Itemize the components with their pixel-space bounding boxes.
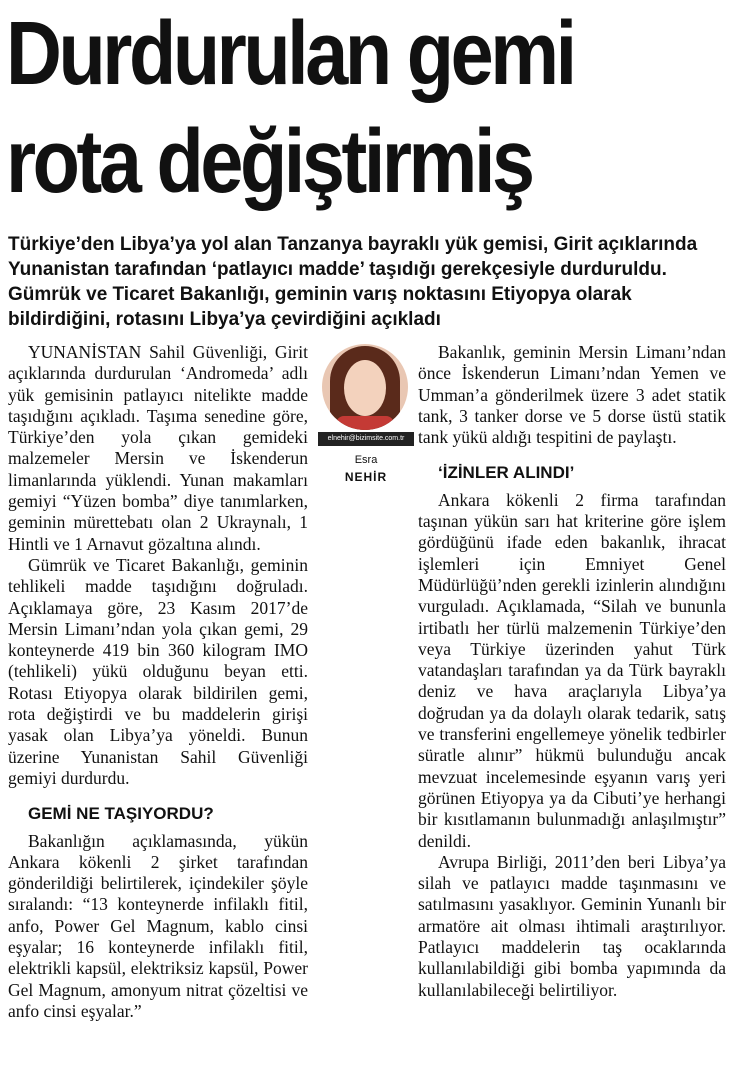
section-subhead: ‘İZİNLER ALINDI’ bbox=[438, 463, 575, 483]
headline-line-2: rota değiştirmiş bbox=[6, 112, 532, 212]
column-right bbox=[418, 342, 726, 1001]
headline-line-1: Durdurulan gemi bbox=[6, 4, 574, 104]
article-paragraph: Bakanlık, geminin Mersin Limanı’ndan önce İskenderun Limanı’ndan Yemen ve Umman’a gönderilmek üzere 3 adet statik tank, 3 tanker dorse ve 5 dorse üstü statik tank yükü aldığı tespitini de paylaştı. bbox=[418, 342, 726, 448]
headline bbox=[6, 0, 629, 216]
author-last-name: NEHİR bbox=[344, 470, 388, 484]
author-photo bbox=[322, 344, 408, 430]
section-subhead: GEMİ NE TAŞIYORDU? bbox=[28, 804, 214, 824]
author-box bbox=[318, 340, 414, 510]
article-paragraph: Ankara kökenli 2 firma tarafından taşınan yükün sarı hat kriterine göre işlem gördüğünü ifade eden bakanlık, ihracat işlemleri için Emniyet Genel Müdürlüğü’nden gerekli izinlerin alındığını vurguladı. Açıklamada, “Silah ve bununla irtibatlı her türlü malzemenin Türkiye’den veya Türkiye üzerinden yahut Türk vatandaşları tarafından ya da Türk bayraklı deniz ve hava araçlarıyla Libya’ya doğrudan ya da dolaylı olarak tedarik, satış ve transferini engellemeye yönelik tedbirler süratle alınır” hükmü bulunduğu ancak mevzuat incelemesinde eşyanın varış yeri görünen Etiyopya ya da Cibuti’ye herhangi bir kısıtlamanın bulunmadığı anlaşılmıştır” denildi. bbox=[418, 489, 726, 851]
article-paragraph: Avrupa Birliği, 2011’den beri Libya’ya silah ve patlayıcı madde taşınmasını ve satılmasını yasaklıyor. Geminin Yunanlı bir armatöre ait olması ihtimali araştırılıyor. Patlayıcı maddelerin taş ocaklarında kullanılabildiği gibi bomba yapımında da kullanılabileceği belirtiliyor. bbox=[418, 851, 726, 1000]
author-first-name: Esra bbox=[354, 454, 378, 466]
article-paragraph: YUNANİSTAN Sahil Güvenliği, Girit açıklarında durdurulan ‘Andromeda’ adlı yük gemisinin patlayıcı nitelikte madde taşıdığını açıkladı. Taşıma senedine göre, Türkiye’den yola çıkan gemideki malzemeler Mersin ve İskenderun limanlarında yüklendi. Yunan makamları gemiyi “Yüzen bomba” diye tanımlarken, geminin mürettebatı olan 2 Ukraynalı, 1 Hintli ve 1 Arnavut gözaltına alındı. bbox=[8, 342, 308, 554]
article-paragraph: Gümrük ve Ticaret Bakanlığı, geminin tehlikeli madde taşıdığını doğruladı. Açıklamaya göre, 23 Kasım 2017’de Mersin Limanı’ndan yola çıkan gemi, 29 konteynerde 419 bin 360 kilogram IMO (tehlikeli) yükü olduğunu beyan etti. Rotası Etiyopya olarak bildirilen gemi, rota değiştirdi ve bu maddelerin girişi yasak olan Libya’ya yöneldi. Bunun üzerine Yunanistan Sahil Güvenliği gemiyi durdurdu. bbox=[8, 554, 308, 788]
column-left bbox=[8, 342, 308, 1022]
author-email: elnehir@bizimsite.com.tr bbox=[318, 432, 414, 446]
article-paragraph: Bakanlığın açıklamasında, yükün Ankara kökenli 2 şirket tarafından gönderildiği belirtilerek, içindekiler şöyle sıralandı: “13 konteynerde infilaklı fitil, anfo, Power Gel Magnum, kablo cinsi eşyalar; 16 konteynerde infilaklı fitil, elektrikli kapsül, elektriksiz kapsül, Power Gel Magnum, amonyum nitrat çözeltisi ve anfo cinsi eşyalar.” bbox=[8, 830, 308, 1021]
lead-paragraph: Türkiye’den Libya’ya yol alan Tanzanya bayraklı yük gemisi, Girit açıklarında Yunanistan tarafından ‘patlayıcı madde’ taşıdığı gerekçesiyle durduruldu. Gümrük ve Ticaret Bakanlığı, geminin varış noktasını Etiyopya olarak bildirdiğini, rotasını Libya’ya çevirdiğini açıkladı bbox=[8, 234, 698, 330]
